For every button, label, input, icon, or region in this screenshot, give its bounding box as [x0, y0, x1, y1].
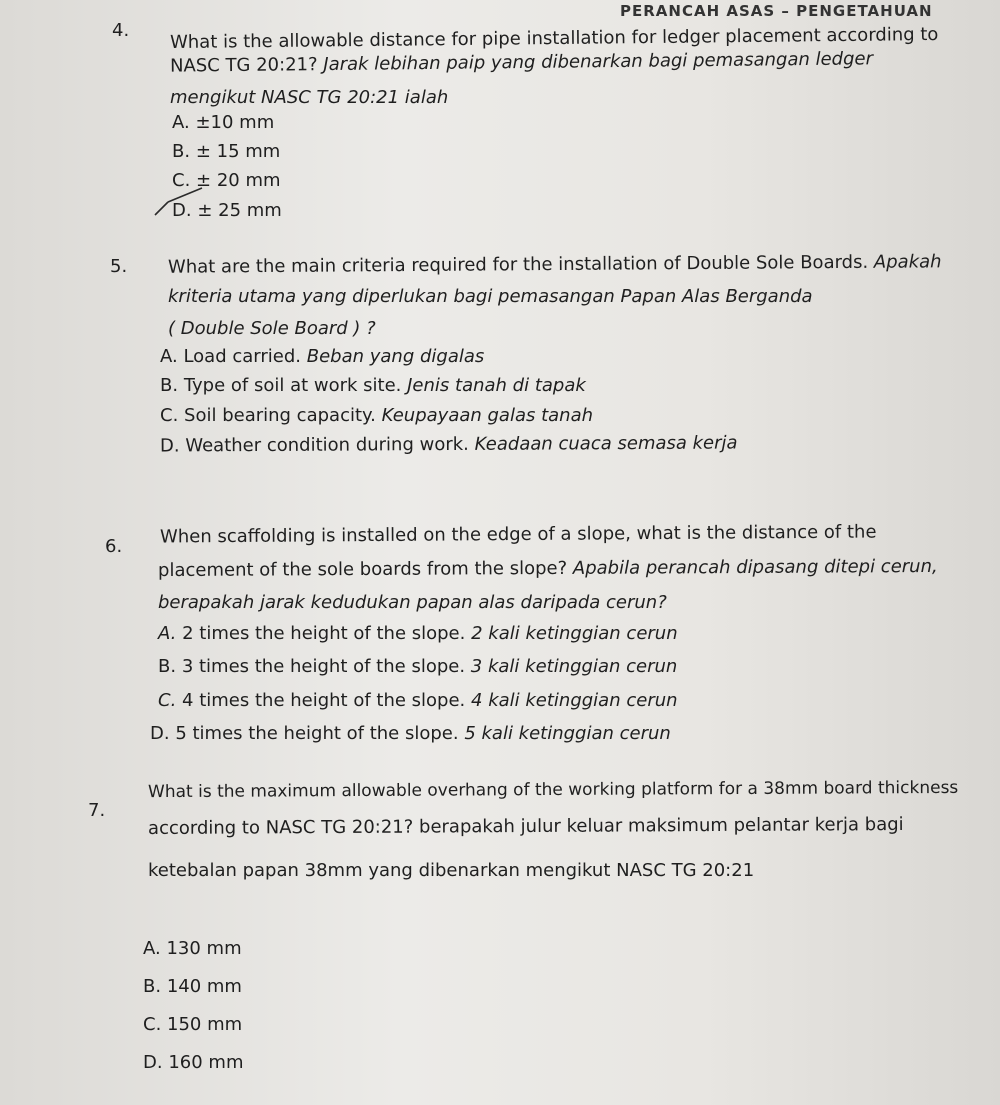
question-number: 6.	[105, 536, 123, 557]
question-line: ( Double Sole Board ) ?	[168, 318, 376, 339]
option-d[interactable]: D. 5 times the height of the slope. 5 kali ketinggian cerun	[150, 723, 671, 744]
question-line: What is the maximum allowable overhang of the working platform for a 38mm board thickness	[147, 777, 959, 803]
option-c[interactable]: C. Soil bearing capacity. Keupayaan galas tanah	[160, 405, 594, 426]
question-line: When scaffolding is installed on the edge of a slope, what is the distance of the	[159, 521, 877, 548]
option-a[interactable]: A. Load carried. Beban yang digalas	[160, 346, 485, 367]
question-line: mengikut NASC TG 20:21 ialah	[170, 87, 449, 108]
option-a[interactable]: A. 130 mm	[143, 938, 242, 959]
option-b[interactable]: B. 3 times the height of the slope. 3 kali ketinggian cerun	[158, 656, 678, 677]
question-line: according to NASC TG 20:21? berapakah julur keluar maksimum pelantar kerja bagi	[147, 814, 904, 839]
option-d[interactable]: D. Weather condition during work. Keadaan cuaca semasa kerja	[159, 432, 738, 457]
option-b[interactable]: B. Type of soil at work site. Jenis tanah di tapak	[160, 375, 586, 396]
page-header-title: PERANCAH ASAS – PENGETAHUAN	[620, 2, 933, 20]
option-b[interactable]: B. ± 15 mm	[172, 141, 281, 162]
option-a[interactable]: A. ±10 mm	[172, 112, 275, 133]
option-a[interactable]: A. 2 times the height of the slope. 2 kali ketinggian cerun	[158, 623, 678, 644]
question-number: 5.	[110, 256, 128, 277]
option-c[interactable]: C. 150 mm	[143, 1014, 243, 1035]
question-line: berapakah jarak kedudukan papan alas daripada cerun?	[158, 592, 667, 613]
option-d[interactable]: D. ± 25 mm	[172, 200, 282, 221]
pen-tick-mark	[150, 180, 210, 220]
question-line: What is the allowable distance for pipe installation for ledger placement according to	[169, 23, 939, 54]
question-line: ketebalan papan 38mm yang dibenarkan mengikut NASC TG 20:21	[148, 860, 755, 881]
option-c[interactable]: C. ± 20 mm	[172, 170, 281, 191]
question-line: kriteria utama yang diperlukan bagi pemasangan Papan Alas Berganda	[168, 286, 813, 307]
option-b[interactable]: B. 140 mm	[143, 976, 242, 997]
question-line: What are the main criteria required for the installation of Double Sole Boards. Apakah	[167, 251, 942, 278]
option-c[interactable]: C. 4 times the height of the slope. 4 kali ketinggian cerun	[158, 690, 678, 711]
question-number: 4.	[112, 20, 130, 41]
question-number: 7.	[88, 800, 106, 821]
option-d[interactable]: D. 160 mm	[143, 1052, 244, 1073]
question-line: NASC TG 20:21? Jarak lebihan paip yang dibenarkan bagi pemasangan ledger	[169, 48, 874, 77]
question-line: placement of the sole boards from the slope? Apabila perancah dipasang ditepi cerun,	[157, 555, 938, 582]
